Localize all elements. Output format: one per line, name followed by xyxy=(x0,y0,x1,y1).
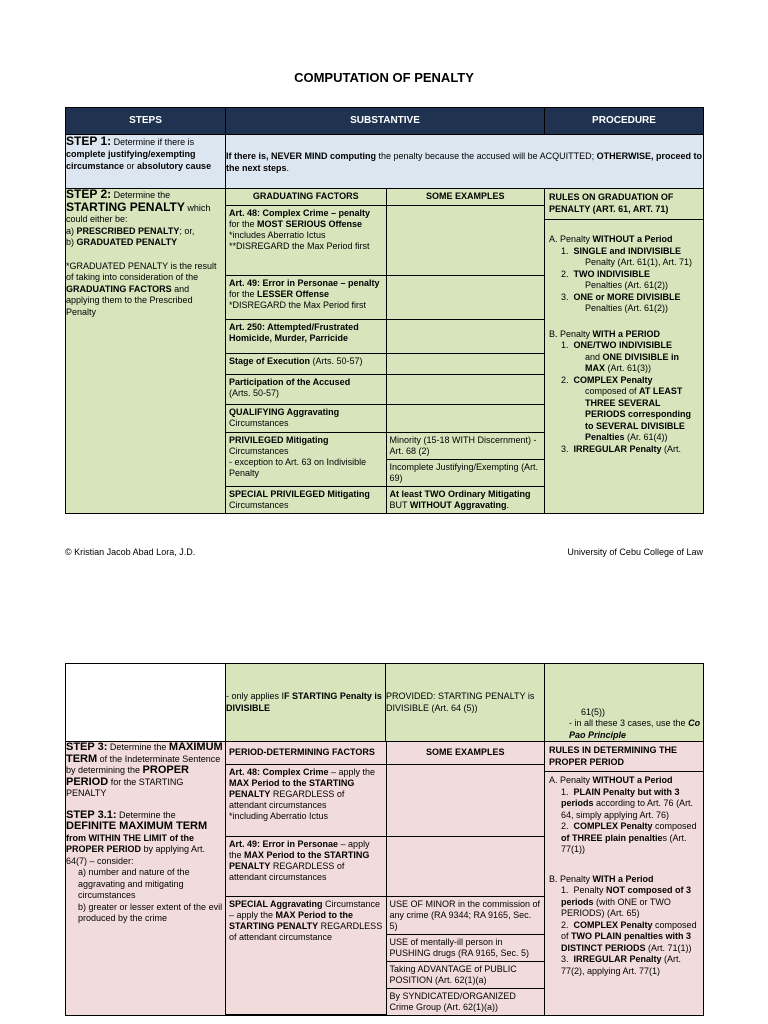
header-steps: STEPS xyxy=(66,108,226,135)
continuation-example: PROVIDED: STARTING PENALTY is DIVISIBLE (Art. 64 (5)) xyxy=(386,664,545,742)
step1-cell: STEP 1: Determine if there is complete justifying/exempting circumstance or absolutory cause xyxy=(66,135,226,189)
footer-institution: University of Cebu College of Law xyxy=(567,547,703,557)
table-row: SPECIAL PRIVILEGED Mitigating Circumstances At least TWO Ordinary Mitigating BUT WITHOUT Aggravating. xyxy=(226,486,544,513)
graduating-factors-table xyxy=(226,189,544,513)
period-factors-table xyxy=(226,742,544,1015)
table-row: USE of mentally-ill person in PUSHING drugs (RA 9165, Sec. 5) xyxy=(226,934,544,961)
step3-substantive xyxy=(226,742,545,1016)
header-procedure: PROCEDURE xyxy=(545,108,704,135)
table-row: Art. 49: Error in Personae – penalty for the LESSER Offense *DISREGARD the Max Period first xyxy=(226,275,544,319)
graduating-header: GRADUATING FACTORS SOME EXAMPLES xyxy=(226,189,544,205)
continuation-procedure: 61(5)) - in all these 3 cases, use the Co Pao Principle xyxy=(545,664,704,742)
step1-row xyxy=(66,135,704,189)
table-row: By SYNDICATED/ORGANIZED Crime Group (Art. 62(1)(a)) xyxy=(226,988,544,1015)
table-row: Art. 48: Complex Crime – penalty for the MOST SERIOUS Offense *includes Aberratio Ictus **DISREGARD the Max Period first xyxy=(226,205,544,275)
table-row: SPECIAL Aggravating Circumstance – apply the MAX Period to the STARTING PENALTY REGARDLESS of attendant circumstance USE OF MINOR in the commission of any crime (RA 9344; RA 9165, Sec. 5) xyxy=(226,896,544,934)
table-row: Participation of the Accused (Arts. 50-57) xyxy=(226,374,544,404)
step2-substantive xyxy=(226,189,545,514)
table-row: Taking ADVANTAGE of PUBLIC POSITION (Art. 62(1)(a) xyxy=(226,961,544,988)
header-substantive: SUBSTANTIVE xyxy=(226,108,545,135)
step3-row xyxy=(66,742,704,1016)
step3-cell: STEP 3: Determine the MAXIMUM TERM of the Indeterminate Sentence by determining the PROPER PERIOD for the STARTING PENALTY STEP 3.1: Determine the DEFINITE MAXIMUM TERM from WITHIN THE LIMIT of the PROPER PERIOD by applying Art. 64(7) – consider: a) number and nature of the aggravating and mitigating circumstances b) greater or lesser extent of the evil produced by the crime xyxy=(66,742,226,1016)
continuation-substantive: - only applies IF STARTING Penalty is DIVISIBLE xyxy=(226,664,386,742)
table-row: Art. 48: Complex Crime – apply the MAX Period to the STARTING PENALTY REGARDLESS of attendant circumstances *including Aberratio Ictus xyxy=(226,764,544,836)
table-header-row xyxy=(66,108,704,135)
table-row: Art. 49: Error in Personae – apply the MAX Period to the STARTING PENALTY REGARDLESS of attendant circumstances xyxy=(226,836,544,896)
penalty-table-page1 xyxy=(65,107,704,514)
table-row: Stage of Execution (Arts. 50-57) xyxy=(226,353,544,374)
step1-substantive: If there is, NEVER MIND computing the penalty because the accused will be ACQUITTED; OTHERWISE, proceed to the next steps. xyxy=(226,135,704,189)
continuation-steps xyxy=(66,664,226,742)
step2-procedure: RULES ON GRADUATION OF PENALTY (ART. 61, ART. 71) A. Penalty WITHOUT a Period 1. SINGLE and INDIVISIBLE Penalty (Art. 61(1), Art. 71) 2. TWO INDIVISIBLE Penalties (Art. 61(2)) 3. ONE or MORE DIVISIBLE Penalties (Art. 61(2)) B. Penalty WITH a PERIOD 1. ONE/TWO INDIVISIBLE and ONE DIVISIBLE in MAX (Art. 61(3)) 2. COMPLEX Penalty composed of AT LEAST THREE SEVERAL PERIODS corresponding to SEVERAL DIVISIBLE Penalties (Ar. 61(4)) 3. IRREGULAR Penalty (Art. xyxy=(545,189,704,514)
table-row: Incomplete Justifying/Exempting (Art. 69) xyxy=(226,459,544,486)
continuation-row xyxy=(66,664,704,742)
table-row: PRIVILEGED Mitigating Circumstances - exception to Art. 63 on Indivisible Penalty Minority (15-18 WITH Discernment) - Art. 68 (2) xyxy=(226,432,544,459)
period-header: PERIOD-DETERMINING FACTORS SOME EXAMPLES xyxy=(226,742,544,764)
table-row: QUALIFYING Aggravating Circumstances xyxy=(226,404,544,432)
step2-cell: STEP 2: Determine the STARTING PENALTY which could either be: a) PRESCRIBED PENALTY; or, b) GRADUATED PENALTY *GRADUATED PENALTY is the result of taking into consideration of the GRADUATING FACTORS and applying them to the Prescribed Penalty xyxy=(66,189,226,514)
table-row: Art. 250: Attempted/Frustrated Homicide, Murder, Parricide xyxy=(226,319,544,353)
penalty-table-page2 xyxy=(65,663,704,1016)
step2-row xyxy=(66,189,704,514)
step3-procedure: RULES IN DETERMINING THE PROPER PERIOD A. Penalty WITHOUT a Period 1. PLAIN Penalty but with 3 periods according to Art. 76 (Art. 64, simply applying Art. 76) 2. COMPLEX Penalty composed of THREE plain penalties (Art. 77(1)) B. Penalty WITH a Period 1. Penalty NOT composed of 3 periods (with ONE or TWO PERIODS) (Art. 65) 2. COMPLEX Penalty composed of TWO PLAIN penalties with 3 DISTINCT PERIODS (Art. 71(1)) 3. IRREGULAR Penalty (Art. 77(2), applying Art. 77(1) xyxy=(545,742,704,1016)
document-title: COMPUTATION OF PENALTY xyxy=(294,70,474,85)
footer-author: © Kristian Jacob Abad Lora, J.D. xyxy=(65,547,196,557)
